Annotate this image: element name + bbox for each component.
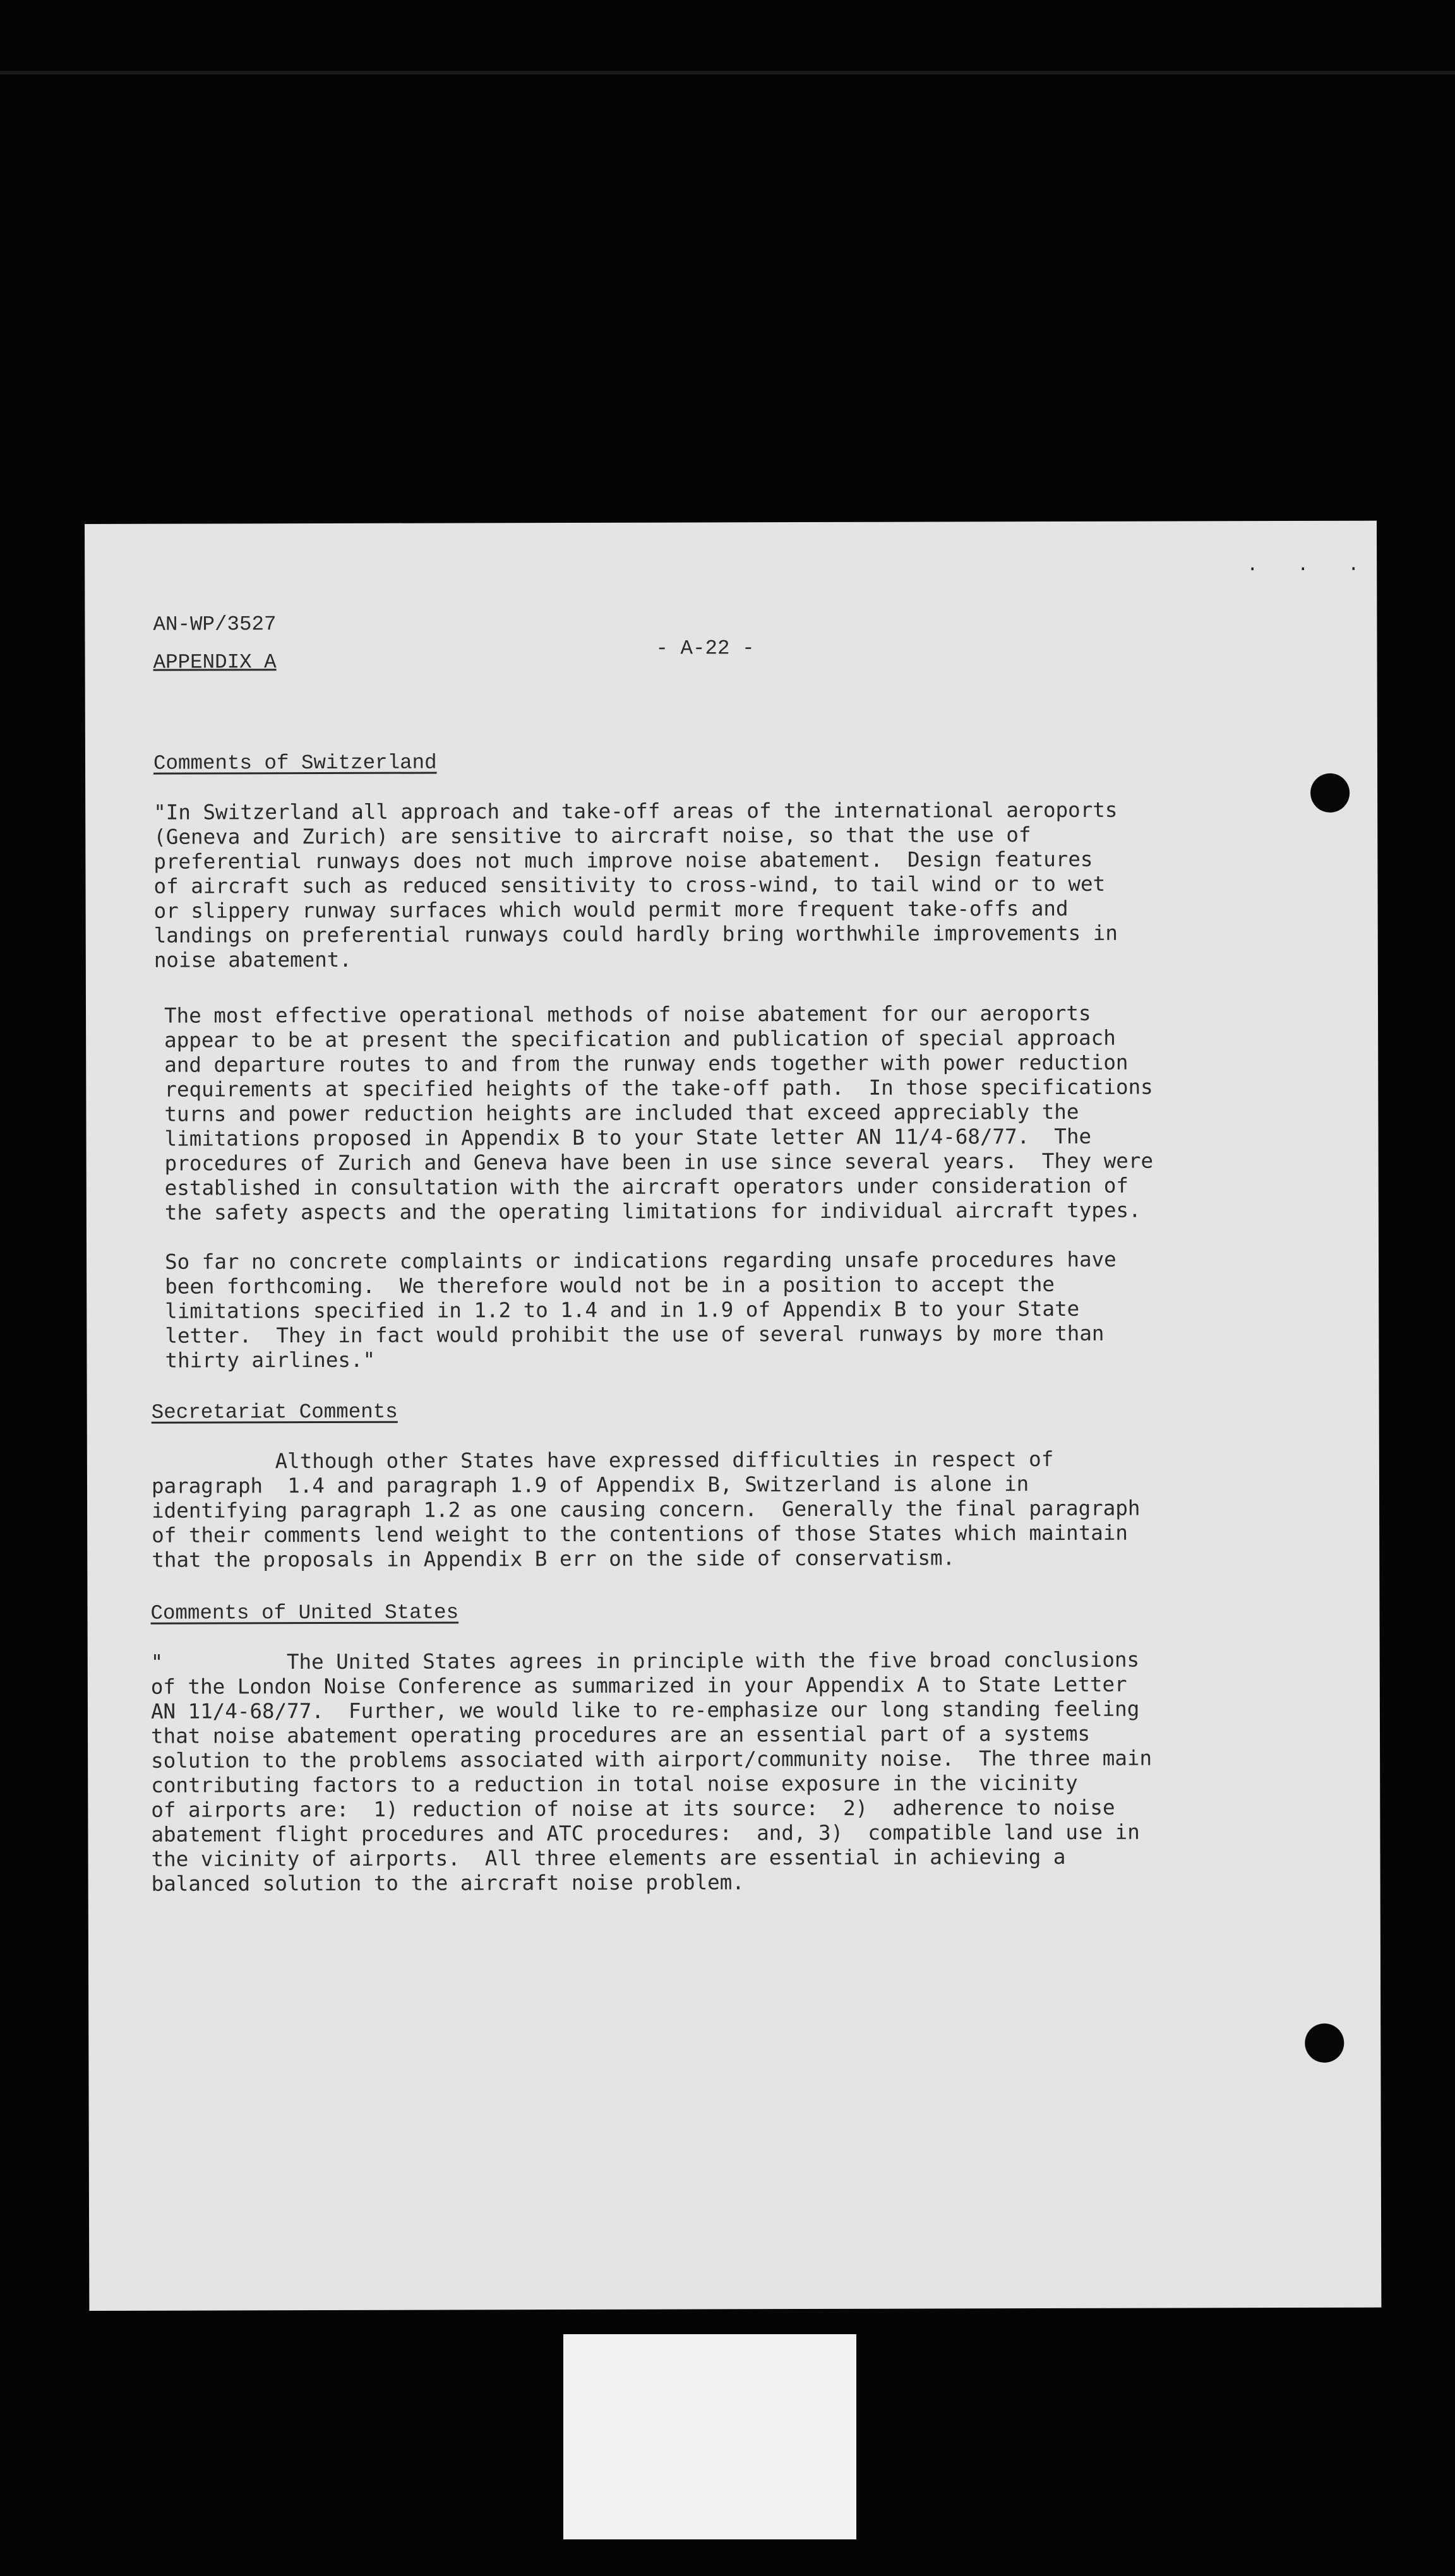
punch-hole-top bbox=[1310, 773, 1350, 813]
paper-slip bbox=[563, 2334, 856, 2539]
document-reference: AN-WP/3527 bbox=[153, 612, 277, 636]
switzerland-paragraph-3: So far no concrete complaints or indications regarding unsafe procedures have been forthcoming. We therefore would not be in a position to accept the limitations specified in 1.2 to 1.4 and in 1.9 of Appendix B to your State letter. They in fact would prohibit the use of several runways by more than thirty airlines." bbox=[165, 1247, 1117, 1373]
scanner-edge-line bbox=[0, 71, 1455, 75]
united-states-paragraph: " The United States agrees in principle with the five broad conclusions of the London Noise Conference as summarized in your Appendix A to State Letter AN 11/4-68/77. Further, we would like to re-emphasize our long standing feeling that noise abatement operating procedures are an essential part of a systems solution to the problems associated with airport/community noise. The three main contributing factors to a reduction in total noise exposure in the vicinity of airports are: 1) reduction of noise at its source: 2) adherence to noise abatement flight procedures and ATC procedures: and, 3) compatible land use in the vicinity of airports. All three elements are essential in achieving a balanced solution to the aircraft noise problem. bbox=[150, 1647, 1153, 1896]
switzerland-paragraph-1: "In Switzerland all approach and take-off areas of the international aeroports (Geneva and Zurich) are sensitive to aircraft noise, so that the use of preferential runways does not much improve noise abatement. Design features of aircraft such as reduced sensitivity to cross-wind, to tail wind or to wet or slippery runway surfaces which would permit more frequent take-offs and landings on preferential runways could hardly bring worthwhile improvements in noise abatement. bbox=[153, 797, 1118, 972]
punch-hole-bottom bbox=[1305, 2024, 1344, 2063]
section-title-switzerland: Comments of Switzerland bbox=[153, 751, 437, 775]
switzerland-paragraph-2: The most effective operational methods of noise abatement for our aeroports appear to be at present the specification and publication of special approach and departure routes to and from the runway ends together with power reduction requirements at specified heights of the take-off path. In those specifications turns and power reduction heights are included that exceed appreciably the limitations proposed in Appendix B to your State letter AN 11/4-68/77. The procedures of Zurich and Geneva have been in use since several years. They were established in consultation with the aircraft operators under consideration of the safety aspects and the operating limitations for individual aircraft types. bbox=[164, 1001, 1154, 1225]
appendix-label: APPENDIX A bbox=[153, 650, 277, 674]
document-page bbox=[85, 521, 1381, 2311]
section-title-united-states: Comments of United States bbox=[150, 1601, 459, 1625]
secretariat-paragraph: Although other States have expressed difficulties in respect of paragraph 1.4 and paragraph 1.9 of Appendix B, Switzerland is alone in identifying paragraph 1.2 as one causing concern. Generally the final paragraph of their comments lend weight to the contentions of those States which maintain that the proposals in Appendix B err on the side of conservatism. bbox=[151, 1446, 1141, 1572]
page-number: - A-22 - bbox=[656, 636, 755, 660]
margin-marks: . . . bbox=[1247, 554, 1374, 577]
section-title-secretariat: Secretariat Comments bbox=[151, 1400, 398, 1424]
